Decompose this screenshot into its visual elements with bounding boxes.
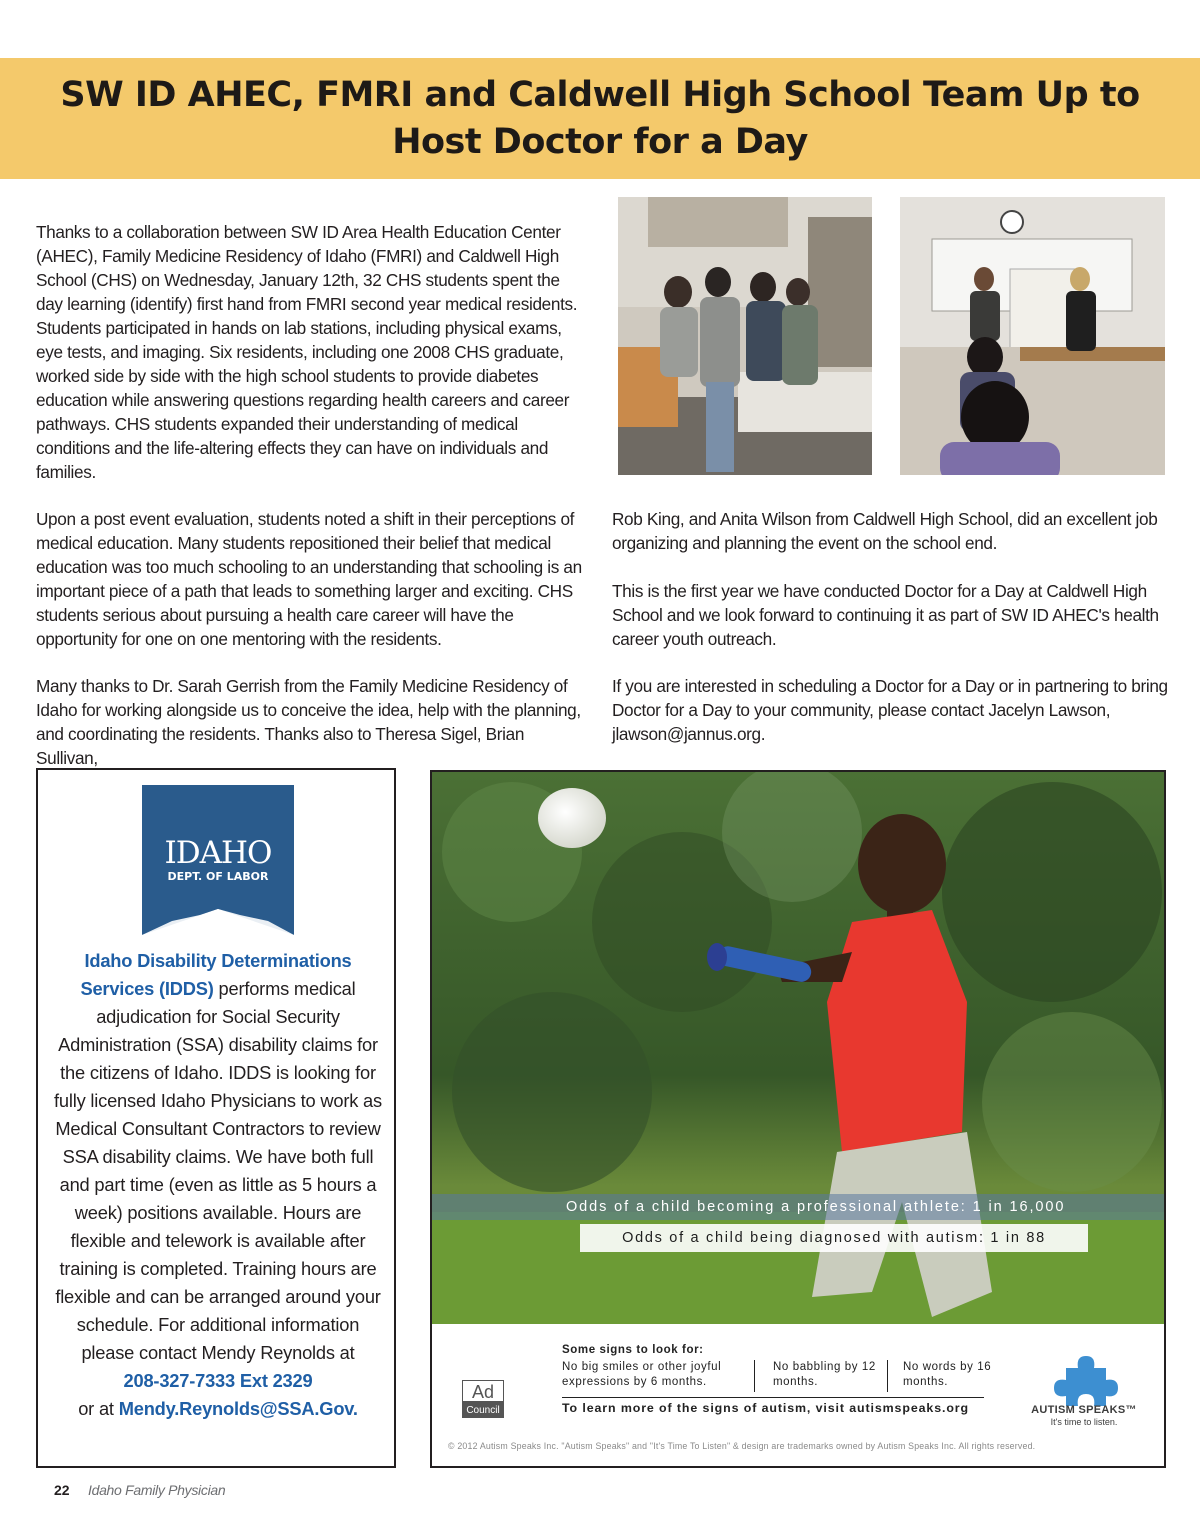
page-number: 22 (54, 1482, 70, 1498)
or-at-label: or at (78, 1398, 114, 1419)
article-paragraph-6: If you are interested in scheduling a Doctor for a Day or in partnering to bring Doctor for a Day to your community, please contact Jacelyn Lawson, jlawson@jannus.org. (612, 676, 1168, 744)
divider (562, 1397, 984, 1398)
divider (887, 1360, 888, 1392)
ad-council-logo (462, 1380, 504, 1418)
sign-babbling: No babbling by 12 months. (773, 1361, 876, 1388)
divider (754, 1360, 755, 1392)
svg-text:DEPT. OF LABOR: DEPT. OF LABOR (167, 870, 269, 883)
lab-station-photo (618, 197, 872, 475)
autism-speaks-tagline: It's time to listen. (1050, 1417, 1118, 1427)
article-paragraph-1: Thanks to a collaboration between SW ID Area Health Education Center (AHEC), Family Medicine Residency of Idaho (FMRI) and Caldwell High School (CHS) on Wednesday, January 12th, 32 CHS students spent the day learning (identify) first hand from FMRI second year medical residents. Students participated in hands on lab stations, including physical exams, eye tests, and imaging. Six residents, including one 2008 CHS graduate, worked side by side with the high school students to provide diabetes education while answering questions regarding health careers and career pathways. CHS students expanded their understanding of medical conditions and the life-altering effects they can have on individuals and families. (36, 222, 578, 482)
sign-smiles: No big smiles or other joyful expressions by 6 months. (562, 1361, 722, 1388)
idaho-labor-ad (36, 768, 396, 1468)
autism-speaks-ad (430, 770, 1166, 1468)
contact-phone: 208-327-7333 Ext 2329 (123, 1370, 313, 1391)
autism-speaks-brand: AUTISM SPEAKS™ (1031, 1404, 1137, 1416)
idaho-labor-logo (142, 785, 294, 935)
idds-name: Idaho Disability Determinations Services (IDDS) (80, 950, 352, 999)
classroom-photo (900, 197, 1165, 475)
sign-words: No words by 16 months. (903, 1361, 992, 1388)
article-paragraph-4: Rob King, and Anita Wilson from Caldwell High School, did an excellent job organizing and planning the event on the school end. (612, 509, 1158, 553)
signs-title: Some signs to look for: (562, 1344, 704, 1356)
article-paragraph-3: Many thanks to Dr. Sarah Gerrish from the Family Medicine Residency of Idaho for working alongside us to conceive the idea, help with the planning, and coordinating the residents. Thanks also to Theresa Sigel, Brian Sullivan, (36, 676, 581, 768)
idaho-labor-ad-text (52, 947, 384, 1423)
publication-name: Idaho Family Physician (88, 1482, 226, 1498)
contact-email[interactable]: Mendy.Reynolds@SSA.Gov. (118, 1398, 358, 1419)
odds-autism-banner: Odds of a child being diagnosed with autism: 1 in 88 (580, 1224, 1088, 1252)
article-title: SW ID AHEC, FMRI and Caldwell High School Team Up to Host Doctor for a Day (60, 75, 1140, 162)
article-paragraph-5: This is the first year we have conducted Doctor for a Day at Caldwell High School and we look forward to continuing it as part of SW ID AHEC's health career youth outreach. (612, 581, 1159, 649)
idds-description: performs medical adjudication for Social Security Administration (SSA) disability claims for the citizens of Idaho. IDDS is looking for fully licensed Idaho Physicians to work as Medical Consultant Contractors to review SSA disability claims. We have both full and part time (even as little as 5 hours a week) positions available. Hours are flexible and telework is available after training is completed. Training hours are flexible and can be arranged around your schedule. For additional information please contact Mendy Reynolds at (54, 978, 382, 1363)
copyright-notice: © 2012 Autism Speaks Inc. "Autism Speaks" and "It's Time To Listen" & design are trademarks owned by Autism Speaks Inc. All rights reserved. (448, 1441, 1036, 1451)
learn-more-text: To learn more of the signs of autism, visit autismspeaks.org (562, 1401, 969, 1415)
svg-text:IDAHO: IDAHO (164, 835, 272, 871)
svg-text:Ad: Ad (471, 1382, 495, 1402)
svg-text:Council: Council (466, 1405, 500, 1416)
odds-athlete-banner: Odds of a child becoming a professional athlete: 1 in 16,000 (432, 1194, 1164, 1220)
article-paragraph-2: Upon a post event evaluation, students noted a shift in their perceptions of medical education. Many students repositioned their belief that medical education was too much schooling to an understanding that schooling is an important piece of a path that leads to something larger and exciting. CHS students serious about pursuing a health care career will have the opportunity for one on one mentoring with the residents. (36, 509, 582, 649)
